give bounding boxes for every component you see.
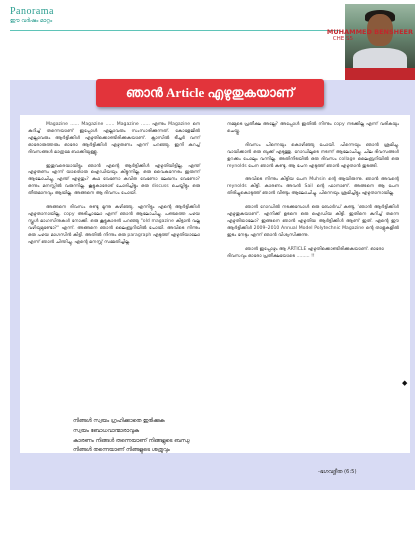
poem-line: കാരണം നിങ്ങൾ തന്നെയാണ് നിങ്ങളുടെ ബന്ധു [73, 437, 190, 444]
magazine-title: Panorama [10, 6, 54, 17]
paragraph: ദിവസം പിന്നെയും കൊഴിഞ്ഞു പോയി. പിന്നെയും ഞാൻ ശ്രമിച്ചു. വായിക്കാൻ ഒരു ബുക്ക് എടുത്തു. റോഡിലൂടെ നടന്ന് ആലോചിച്ചു. ചില ദിവസങ്ങൾ ഉറക്കം പോലും വന്നില്ല. അതിനിടയിൽ ഒരു ദിവസം collage ലൈബ്രറിയിൽ ഒരു reynolds പേന ഞാൻ കണ്ടു. ആ പേന എടുത്ത് ഞാൻ എഴുതാൻ തുടങ്ങി. [227, 142, 399, 169]
poem-line: സ്വയം ബോധവാന്മാരാവുക [73, 427, 139, 434]
poem-line: നിങ്ങൾ സ്വയം ഗ്രഹിക്കാതെ ഇരിക്കുക [73, 418, 165, 424]
poem-line: നിങ്ങൾ തന്നെയാണ് നിങ്ങളുടെ ശത്രുവും [73, 447, 170, 454]
end-mark-icon: ◆ [402, 379, 408, 387]
poem-credit: -ഭഗവദ്ഗീത (6:5) [318, 469, 357, 475]
author-name: MUHAMMED BENSHEER [326, 28, 413, 36]
author-block [345, 4, 415, 82]
author-photo [345, 4, 415, 68]
paragraph: ഇതുവരെയായിട്ടും ഞാൻ എന്റെ ആർട്ടിക്കിൾ എഴുതിയിട്ടില്ല. എന്ത് എഴുതണം എന്ന് യാതൊരു ഐഡിയയും കിട്ടുന്നില്ല. ഒരു വൈകുന്നേരം ഇരുന്ന് ആലോചിച്ചു, എന്ത് എഴുതും? കഥ വേണോ കവിത വേണോ ലേഖനം വേണോ? ഒന്നും മനസ്സിൽ വരുന്നില്ല. കൂട്ടുകാരോട് ചോദിച്ചിട്ടും ഒരു discuss ചെയ്തിട്ടും ഒരു തീരുമാനവും ആയില്ല. അങ്ങനെ ആ ദിവസം പോയി. [28, 163, 200, 197]
paragraph: Magazine ...... Magazine ...... Magazine ...... എന്നും Magazine നെ കുറിച്ച് തന്നെയാണ് ഇപ്പോൾ എല്ലാവരും സംസാരിക്കുന്നത്. കോളേജിൽ എല്ലാവരും ആർട്ടിക്കിൾ എഴുതിക്കൊണ്ടിരിക്കുകയാണ്. ക്ലാസിൽ ടീച്ചർ വന്ന് ഓരോരുത്തരും ഓരോ ആർട്ടിക്കിൾ എഴുതണം എന്ന് പറഞ്ഞു. ഇനി കുറച്ച് ദിവസങ്ങൾ മാത്രമേ ബാക്കിയുള്ളൂ. [28, 122, 200, 155]
article-title: ഞാൻ Article എഴുതുകയാണ് [96, 79, 324, 107]
article-column-left [28, 122, 200, 254]
paragraph: അങ്ങനെ ദിവസം രണ്ടു മൂന്നു കഴിഞ്ഞു. എന്നിട്ടും എന്റെ ആർട്ടിക്കിൾ എഴുതാനായില്ല. copy അടിച്ചാലോ എന്ന് ഞാൻ ആലോചിച്ചു. പണ്ടത്തെ പഴയ സ്കൂൾ മാഗസിനുകൾ നോക്കി. ഒരു കൂട്ടുകാരൻ പറഞ്ഞു "old magazine കിട്ടാൻ വല്ല വഴിയുമുണ്ടോ?" എന്ന്. അങ്ങനെ ഞാൻ ലൈബ്രറിയിൽ പോയി. അവിടെ നിന്നും ഒരു പഴയ മാഗസിൻ കിട്ടി. അതിൽ നിന്നും ഒരു paragraph എടുത്ത് എഴുതിയാലോ എന്ന് ഞാൻ ചിന്തിച്ചു. എന്റെ മനസ്സ് സമ്മതിച്ചില്ല. [28, 205, 200, 245]
paragraph: ഞാൻ ഇപ്പോഴും ആ ARTICLE എഴുതിക്കൊണ്ടിരിക്കുകയാണ്. ഓരോ ദിവസവും ഓരോ പ്രതീക്ഷയോടെ ......... !! [227, 246, 384, 259]
paragraph: അവിടെ നിന്നും കിട്ടിയ പേന Muhsin ന്റെ ആയിരുന്നു. ഞാൻ അവന്റെ reynolds കിട്ടി. കാരണം അവൻ Sail ന്റെ ഫാനാണ്. അങ്ങനെ ആ പേന തിരിച്ചുകൊടുത്ത് ഞാൻ വീണ്ടും ആലോചിച്ചു. പിന്നെയും ശ്രമിച്ചിട്ടും എഴുതാനായില്ല. [227, 177, 399, 197]
masthead [10, 6, 160, 25]
poem [73, 417, 373, 456]
author-class: CHE S5 [332, 36, 353, 42]
magazine-subtitle: ഈ വർഷം മാറ്റം [10, 18, 53, 24]
paragraph: നമ്മുടെ പ്രതീക്ഷ അല്ലേ? അപ്പോൾ ഇതിൽ നിന്നും copy നടക്കില്ല എന്ന് വരികയും ചെയ്തു. [227, 122, 399, 134]
paragraph: ഞാൻ റോഡിൽ നടക്കുമ്പോൾ ഒരു ബോർഡ് കണ്ടു, 'ഞാൻ ആർട്ടിക്കിൾ എഴുതുകയാണ്'. എനിക്ക് ഉടനെ ഒരു ഐഡിയ കിട്ടി. ഇതിനെ കുറിച്ച് തന്നെ എഴുതിയാലോ? ഇങ്ങനെ ഞാൻ എഴുതിയ ആർട്ടിക്കിൾ ആണ് ഇത്. എന്റെ ഈ ആർട്ടിക്കിൾ 2009–2010 Annual Model Polytechnic Magazine ന്റെ താളുകളിൽ ഇടം നേടും എന്ന് ഞാൻ വിശ്വസിക്കുന്നു. [227, 205, 399, 238]
article-column-right [227, 122, 399, 268]
